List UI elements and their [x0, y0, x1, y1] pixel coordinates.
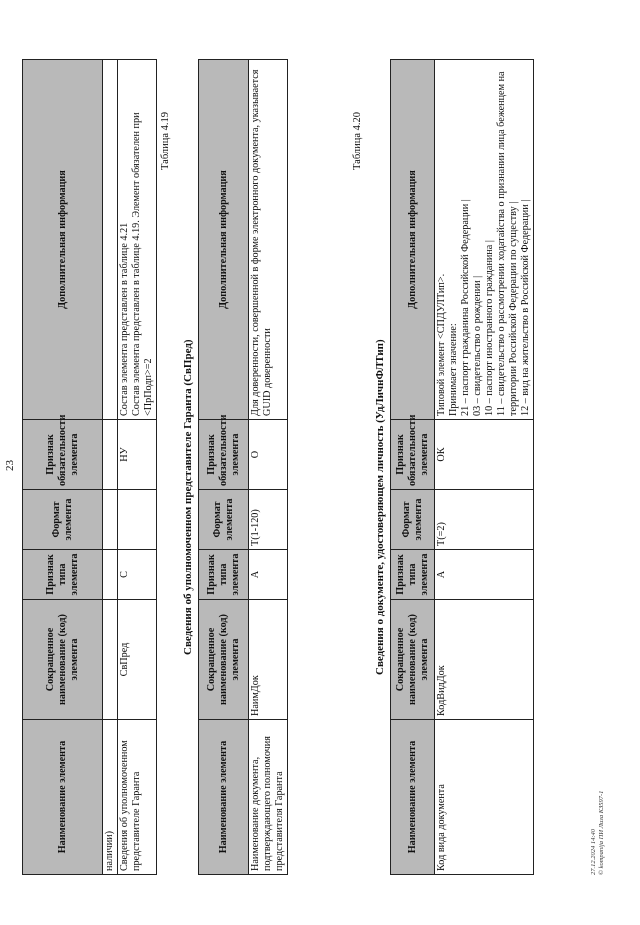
cell-name: Сведения об уполномоченном представителе Гаранта [118, 720, 157, 875]
stamp-line: © kompanija ПИ Лиза КЗ597-1 [598, 790, 605, 875]
header-short-name: Сокращенное наименование (код) элемента [391, 600, 435, 720]
info-line: 11 – свидетельство о рассмотрении ходатайства о признании лица беженцем на территории Российской Федерации по существу | [496, 71, 519, 416]
cell-type: А [249, 550, 288, 600]
table-row [249, 60, 288, 875]
table-4-19 [198, 59, 288, 875]
cell-type [103, 550, 118, 600]
header-required: Признак обязательности элемента [23, 420, 103, 490]
cell-format: T(=2) [435, 490, 534, 550]
stamp-line: 27.12.2024 14:40 [590, 828, 597, 875]
header-info: Дополнительная информация [199, 60, 249, 420]
table-title: Сведения о документе, удостоверяющем личность (УдЛичнФЛТип) [374, 339, 386, 675]
table-header-row [199, 60, 249, 875]
cell-required: ОК [435, 420, 534, 490]
cell-name: наличии) [103, 720, 118, 875]
cell-format [103, 490, 118, 550]
header-format: Формат элемента [391, 490, 435, 550]
info-line: 10 – паспорт иностранного гражданина | [484, 240, 495, 416]
cell-info [435, 60, 534, 420]
table-continuation [22, 59, 157, 875]
header-type: Признак типа элемента [199, 550, 249, 600]
header-format: Формат элемента [23, 490, 103, 550]
cell-type: А [435, 550, 534, 600]
cell-type: С [118, 550, 157, 600]
page-number: 23 [4, 460, 16, 471]
header-required: Признак обязательности элемента [199, 420, 249, 490]
info-line: Принимает значение: [448, 323, 459, 416]
table-row [118, 60, 157, 875]
cell-short: СвПред [118, 600, 157, 720]
cell-required [103, 420, 118, 490]
header-name: Наименование элемента [391, 720, 435, 875]
header-type: Признак типа элемента [391, 550, 435, 600]
cell-name: Код вида документа [435, 720, 534, 875]
header-name: Наименование элемента [23, 720, 103, 875]
table-number: Таблица 4.20 [352, 111, 363, 170]
info-line: 12 – вид на жительство в Российской Федерации | [520, 199, 531, 416]
info-line: Состав элемента представлен в таблице 4.21 [119, 222, 130, 416]
print-stamp [590, 791, 606, 875]
cell-required: О [249, 420, 288, 490]
info-line: Типовой элемент <СПДУЛТип>. [436, 273, 447, 416]
header-name: Наименование элемента [199, 720, 249, 875]
table-header-row [391, 60, 435, 875]
cell-short: НаимДок [249, 600, 288, 720]
table-row [103, 60, 118, 875]
header-short-name: Сокращенное наименование (код) элемента [199, 600, 249, 720]
header-required: Признак обязательности элемента [391, 420, 435, 490]
info-line: 03 – свидетельство о рождении | [472, 275, 483, 416]
info-line: Состав элемента представлен в таблице 4.19. Элемент обязателен при <ПрПодп>=2 [131, 112, 154, 416]
cell-short [103, 600, 118, 720]
header-type: Признак типа элемента [23, 550, 103, 600]
info-line: 21 – паспорт гражданина Российской Федерации | [460, 199, 471, 416]
table-number: Таблица 4.19 [160, 111, 171, 170]
cell-info [103, 60, 118, 420]
cell-short: КодВидДок [435, 600, 534, 720]
table-row [435, 60, 534, 875]
cell-required: НУ [118, 420, 157, 490]
cell-format: T(1-120) [249, 490, 288, 550]
cell-name: Наименование документа, подтверждающего полномочия представителя Гаранта [249, 720, 288, 875]
header-info: Дополнительная информация [391, 60, 435, 420]
cell-format [118, 490, 157, 550]
table-4-20 [390, 59, 534, 875]
table-title: Сведения об уполномоченном представителе Гаранта (СвПред) [182, 339, 194, 655]
table-header-row [23, 60, 103, 875]
cell-info: Для доверенности, совершенной в форме электронного документа, указывается GUID доверенности [249, 60, 288, 420]
cell-info [118, 60, 157, 420]
header-short-name: Сокращенное наименование (код) элемента [23, 600, 103, 720]
header-info: Дополнительная информация [23, 60, 103, 420]
header-format: Формат элемента [199, 490, 249, 550]
